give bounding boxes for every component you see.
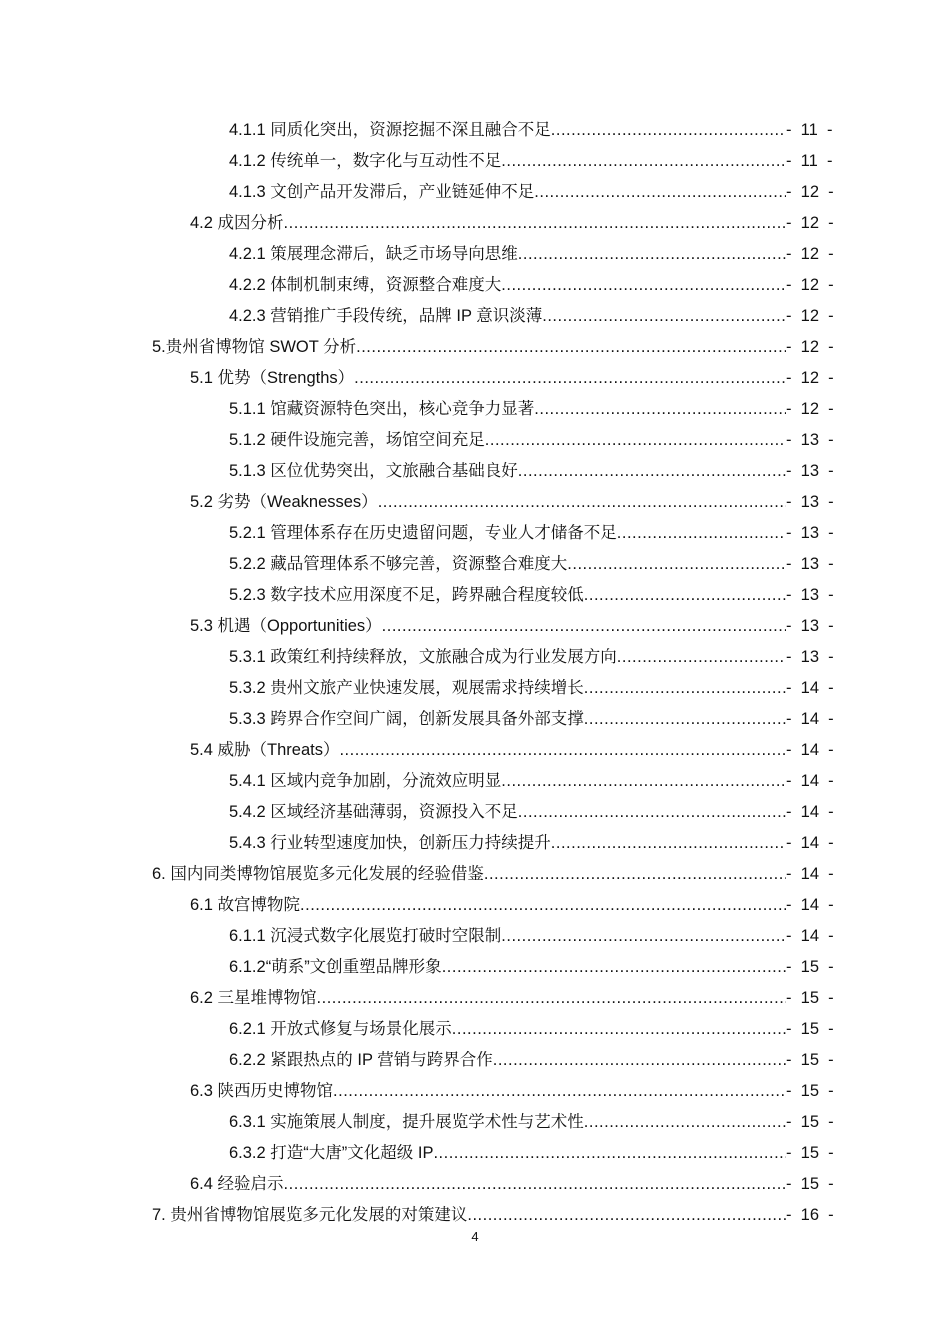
toc-entry-title: 5.2.3 数字技术应用深度不足，跨界融合程度较低 ..... (229, 580, 786, 611)
toc-entry-title: 6.1 故宫博物院 ..... (190, 890, 786, 921)
table-of-contents (0, 115, 950, 1231)
toc-entry-page-number: - 12 - (786, 400, 834, 418)
toc-entry-title: 5.3 机遇（Opportunities） ..... (190, 611, 786, 642)
toc-entry-title: 5.1.2 硬件设施完善，场馆空间充足 ..... (229, 425, 786, 456)
toc-entry-page-number: - 14 - (786, 803, 834, 821)
toc-entry-page-number: - 15 - (786, 1113, 834, 1131)
toc-entry[interactable] (0, 673, 950, 704)
toc-entry-title: 5.4 威胁（Threats） ..... (190, 735, 786, 766)
toc-entry[interactable] (0, 115, 950, 146)
toc-entry[interactable] (0, 394, 950, 425)
toc-entry-page-number: - 13 - (786, 555, 834, 573)
toc-entry[interactable] (0, 859, 950, 890)
toc-entry[interactable] (0, 766, 950, 797)
toc-entry-title: 6.1.2“萌系”文创重塑品牌形象 ..... (229, 952, 786, 983)
toc-entry[interactable] (0, 1107, 950, 1138)
toc-entry[interactable] (0, 983, 950, 1014)
toc-entry-page-number: - 13 - (786, 431, 834, 449)
toc-entry[interactable] (0, 1014, 950, 1045)
toc-entry-title: 6.3 陕西历史博物馆 ..... (190, 1076, 786, 1107)
toc-entry-page-number: - 11 - (786, 121, 833, 139)
toc-entry[interactable] (0, 642, 950, 673)
toc-entry[interactable] (0, 1169, 950, 1200)
toc-entry[interactable] (0, 1076, 950, 1107)
toc-entry-page-number: - 11 - (786, 152, 833, 170)
toc-entry-title: 4.2 成因分析 ..... (190, 208, 786, 239)
toc-entry-page-number: - 14 - (786, 927, 834, 945)
toc-entry[interactable] (0, 890, 950, 921)
toc-entry-page-number: - 12 - (786, 276, 834, 294)
toc-entry-title: 5.贵州省博物馆 SWOT 分析 ..... (152, 332, 786, 363)
toc-entry-page-number: - 13 - (786, 648, 834, 666)
toc-entry[interactable] (0, 456, 950, 487)
toc-entry-page-number: - 15 - (786, 1175, 834, 1193)
toc-entry-title: 6.2.2 紧跟热点的 IP 营销与跨界合作 ..... (229, 1045, 786, 1076)
toc-entry-title: 6. 国内同类博物馆展览多元化发展的经验借鉴 ..... (152, 859, 786, 890)
toc-entry[interactable] (0, 239, 950, 270)
toc-entry-title: 6.3.2 打造“大唐”文化超级 IP ..... (229, 1138, 786, 1169)
toc-entry-page-number: - 12 - (786, 369, 834, 387)
toc-entry-title: 6.2 三星堆博物馆 ..... (190, 983, 786, 1014)
toc-entry[interactable] (0, 611, 950, 642)
toc-entry[interactable] (0, 952, 950, 983)
toc-entry-page-number: - 12 - (786, 214, 834, 232)
toc-entry-page-number: - 12 - (786, 307, 834, 325)
toc-entry-title: 5.1 优势（Strengths） ..... (190, 363, 786, 394)
toc-entry-page-number: - 14 - (786, 679, 834, 697)
toc-entry-title: 6.3.1 实施策展人制度，提升展览学术性与艺术性 ..... (229, 1107, 786, 1138)
toc-entry[interactable] (0, 270, 950, 301)
toc-entry-page-number: - 12 - (786, 245, 834, 263)
toc-entry-page-number: - 14 - (786, 741, 834, 759)
toc-entry[interactable] (0, 828, 950, 859)
toc-entry-title: 5.3.2 贵州文旅产业快速发展，观展需求持续增长 ..... (229, 673, 786, 704)
toc-entry-title: 4.1.3 文创产品开发滞后，产业链延伸不足 ..... (229, 177, 786, 208)
toc-entry-title: 4.2.2 体制机制束缚，资源整合难度大 ..... (229, 270, 786, 301)
toc-entry-title: 6.4 经验启示 ..... (190, 1169, 786, 1200)
toc-entry-page-number: - 14 - (786, 772, 834, 790)
page-number: 4 (471, 1229, 479, 1244)
toc-entry-page-number: - 12 - (786, 183, 834, 201)
toc-entry[interactable] (0, 921, 950, 952)
toc-entry[interactable] (0, 518, 950, 549)
toc-entry[interactable] (0, 549, 950, 580)
toc-entry-page-number: - 12 - (786, 338, 834, 356)
toc-entry-page-number: - 15 - (786, 1082, 834, 1100)
toc-entry-page-number: - 15 - (786, 958, 834, 976)
toc-entry[interactable] (0, 363, 950, 394)
toc-entry[interactable] (0, 301, 950, 332)
toc-entry-page-number: - 13 - (786, 462, 834, 480)
toc-entry[interactable] (0, 1138, 950, 1169)
toc-entry-page-number: - 14 - (786, 896, 834, 914)
toc-entry-title: 5.2.1 管理体系存在历史遗留问题，专业人才储备不足 ..... (229, 518, 786, 549)
toc-entry-title: 5.2.2 藏品管理体系不够完善，资源整合难度大 ..... (229, 549, 786, 580)
toc-entry-page-number: - 15 - (786, 1051, 834, 1069)
toc-entry-page-number: - 15 - (786, 1144, 834, 1162)
toc-entry-title: 5.4.1 区域内竞争加剧，分流效应明显 ..... (229, 766, 786, 797)
toc-entry[interactable] (0, 704, 950, 735)
toc-entry[interactable] (0, 1045, 950, 1076)
toc-entry[interactable] (0, 735, 950, 766)
toc-entry[interactable] (0, 580, 950, 611)
toc-entry-title: 4.2.1 策展理念滞后，缺乏市场导向思维 ..... (229, 239, 786, 270)
toc-entry[interactable] (0, 208, 950, 239)
toc-entry-page-number: - 15 - (786, 989, 834, 1007)
toc-entry-title: 4.1.1 同质化突出，资源挖掘不深且融合不足 ..... (229, 115, 786, 146)
toc-entry-page-number: - 13 - (786, 493, 834, 511)
toc-entry-title: 5.1.3 区位优势突出，文旅融合基础良好 ..... (229, 456, 786, 487)
toc-entry-page-number: - 15 - (786, 1020, 834, 1038)
toc-entry[interactable] (0, 487, 950, 518)
toc-entry-title: 6.2.1 开放式修复与场景化展示 ..... (229, 1014, 786, 1045)
toc-entry-page-number: - 14 - (786, 834, 834, 852)
toc-entry[interactable] (0, 425, 950, 456)
toc-entry-title: 7. 贵州省博物馆展览多元化发展的对策建议 ..... (152, 1200, 786, 1231)
toc-entry-title: 5.4.3 行业转型速度加快，创新压力持续提升 ..... (229, 828, 786, 859)
toc-entry-title: 5.3.3 跨界合作空间广阔，创新发展具备外部支撑 ..... (229, 704, 786, 735)
toc-entry-title: 5.3.1 政策红利持续释放，文旅融合成为行业发展方向 ..... (229, 642, 786, 673)
toc-entry-title: 5.1.1 馆藏资源特色突出，核心竞争力显著 ..... (229, 394, 786, 425)
toc-entry-title: 5.2 劣势（Weaknesses） ..... (190, 487, 786, 518)
toc-entry[interactable] (0, 1200, 950, 1231)
toc-entry-page-number: - 13 - (786, 524, 834, 542)
toc-entry-title: 6.1.1 沉浸式数字化展览打破时空限制 ..... (229, 921, 786, 952)
toc-entry-page-number: - 13 - (786, 586, 834, 604)
toc-entry-page-number: - 13 - (786, 617, 834, 635)
toc-entry[interactable] (0, 146, 950, 177)
toc-entry-title: 4.1.2 传统单一，数字化与互动性不足 ..... (229, 146, 786, 177)
toc-entry-page-number: - 16 - (786, 1206, 834, 1224)
toc-entry[interactable] (0, 797, 950, 828)
toc-entry[interactable] (0, 332, 950, 363)
toc-entry-title: 4.2.3 营销推广手段传统，品牌 IP 意识淡薄 ..... (229, 301, 786, 332)
toc-entry-page-number: - 14 - (786, 865, 834, 883)
toc-entry-page-number: - 14 - (786, 710, 834, 728)
toc-entry[interactable] (0, 177, 950, 208)
toc-entry-title: 5.4.2 区域经济基础薄弱，资源投入不足 ..... (229, 797, 786, 828)
